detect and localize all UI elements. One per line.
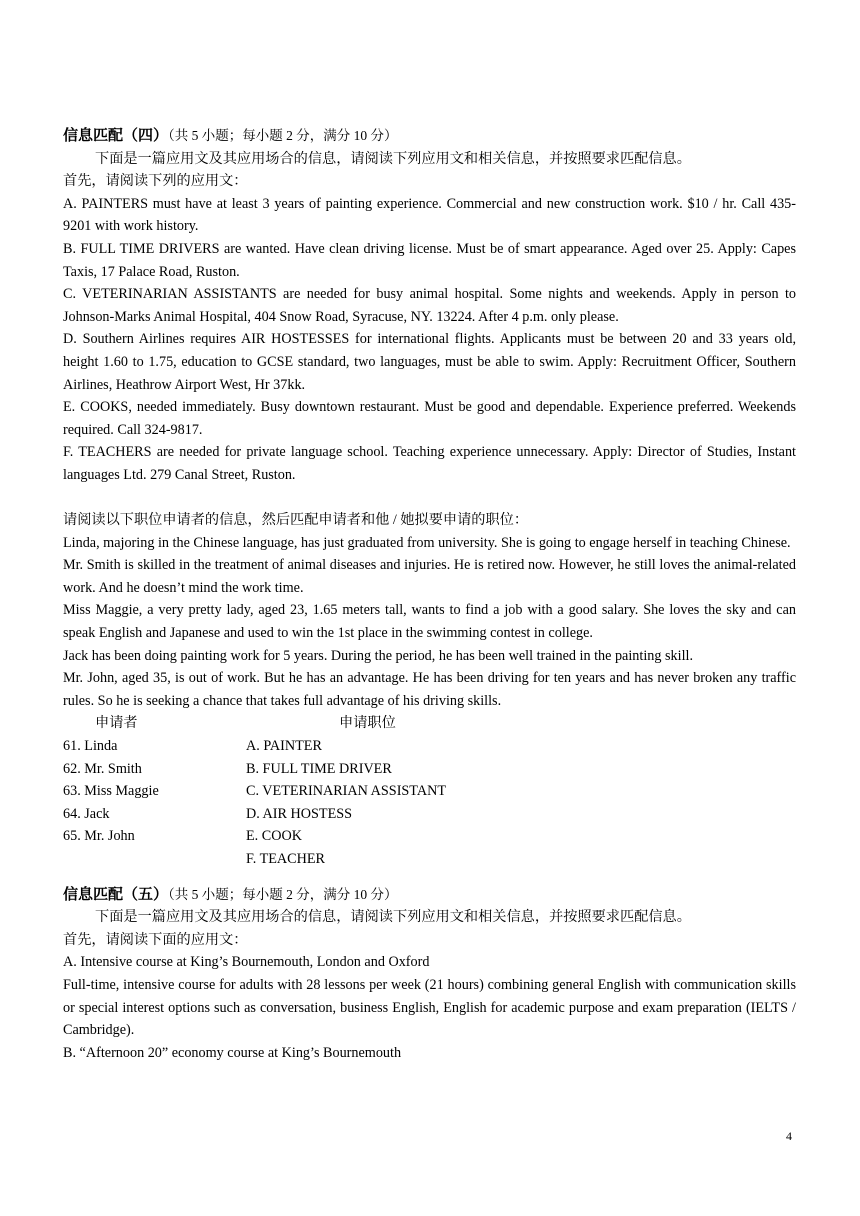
course-b-title: B. “Afternoon 20” economy course at King’s Bournemouth: [63, 1044, 402, 1061]
match-row: [63, 780, 796, 803]
section-4-note: （共 5 小题；每小题 2 分，满分 10 分）: [168, 128, 398, 143]
question-empty: [63, 848, 246, 871]
match-table-header: [63, 712, 796, 735]
section-5-title: 信息匹配（五）: [63, 884, 169, 903]
option-b: B. FULL TIME DRIVER: [246, 760, 392, 777]
applicants-intro: 请阅读以下职位申请者的信息，然后匹配申请者和他 / 她拟要申请的职位：: [63, 512, 529, 529]
applicant-miss-maggie: Miss Maggie, a very pretty lady, aged 23, 1.65 meters tall, wants to find a job with a good salary. She loves the sky and can speak English and Japanese and used to win the 1st place in the swimming contest in college.: [63, 602, 796, 642]
ad-a: A. PAINTERS must have at least 3 years of painting experience. Commercial and new construction work. $10 / hr. Call 435-9201 with work history.: [63, 195, 796, 235]
option-f: F. TEACHER: [246, 851, 326, 867]
match-row: [63, 825, 796, 848]
document-page: [63, 124, 796, 1064]
option-a: A. PAINTER: [246, 738, 322, 755]
spacer: [63, 487, 796, 510]
option-e: E. COOK: [246, 828, 302, 845]
match-row: [63, 803, 796, 826]
question-62: 62. Mr. Smith: [63, 760, 142, 777]
ad-c: C. VETERINARIAN ASSISTANTS are needed for busy animal hospital. Some nights and weekends. Apply in person to Johnson-Marks Animal Hospital, 404 Snow Road, Syracuse, NY. 13224. After 4 p.m. only please.: [63, 286, 796, 325]
page-number: 4: [786, 1129, 792, 1143]
ad-b: B. FULL TIME DRIVERS are wanted. Have clean driving license. Must be of smart appearance. Aged over 25. Apply: Capes Taxis, 17 Palace Road, Ruston.: [63, 240, 796, 280]
section-4-instruction: 下面是一篇应用文及其应用场合的信息，请阅读下列应用文和相关信息，并按照要求匹配信息。: [95, 150, 691, 167]
section-5-read-first: 首先，请阅读下面的应用文：: [63, 931, 248, 948]
option-d: D. AIR HOSTESS: [246, 805, 353, 822]
column-applicant: 申请者: [95, 715, 138, 732]
match-row: [63, 735, 796, 758]
question-61: 61. Linda: [63, 738, 118, 755]
applicant-jack: Jack has been doing painting work for 5 years. During the period, he has been well trained in the painting skill.: [63, 647, 693, 664]
question-63: 63. Miss Maggie: [63, 783, 159, 800]
match-row: [63, 848, 796, 871]
ad-f: F. TEACHERS are needed for private language school. Teaching experience unnecessary. Apply: Director of Studies, Instant languages Ltd. 279 Canal Street, Ruston.: [63, 444, 796, 483]
section-4-heading: [63, 124, 796, 148]
applicant-linda: Linda, majoring in the Chinese language, has just graduated from university. She is going to engage herself in teaching Chinese.: [63, 534, 791, 551]
match-row: [63, 758, 796, 781]
ad-d: D. Southern Airlines requires AIR HOSTESSES for international flights. Applicants must be between 20 and 33 years old, height 1.60 to 1.75, education to GCSE standard, two languages, must be able to swim. Apply: Recruitment Officer, Southern Airlines, Heathrow Airport West, Hr 37kk.: [63, 331, 796, 393]
applicant-mr-john: Mr. John, aged 35, is out of work. But he has an advantage. He has been driving for ten years and has never broken any traffic rules. So he is seeking a chance that takes full advantage of his driving skills.: [63, 670, 796, 709]
course-a-description: Full-time, intensive course for adults with 28 lessons per week (21 hours) combining general English with communication skills or special interest options such as conversation, business English, English for academic purpose and exam preparation (IELTS / Cambridge).: [63, 976, 796, 1039]
option-c: C. VETERINARIAN ASSISTANT: [246, 783, 446, 800]
question-64: 64. Jack: [63, 805, 110, 822]
section-5-heading: [63, 883, 796, 907]
section-5-instruction: 下面是一篇应用文及其应用场合的信息，请阅读下列应用文和相关信息，并按照要求匹配信息。: [95, 909, 691, 926]
column-position: 申请职位: [339, 715, 396, 732]
ad-e: E. COOKS, needed immediately. Busy downtown restaurant. Must be good and dependable. Experience preferred. Weekends required. Call 324-9817.: [63, 399, 796, 438]
question-65: 65. Mr. John: [63, 828, 135, 845]
section-5: [63, 883, 796, 1065]
section-5-note: （共 5 小题；每小题 2 分，满分 10 分）: [168, 886, 398, 902]
section-4-read-first: 首先，请阅读下列的应用文：: [63, 173, 248, 190]
section-4-title: 信息匹配（四）: [63, 126, 169, 144]
course-a-title: A. Intensive course at King’s Bournemouth, London and Oxford: [63, 954, 430, 971]
applicant-mr-smith: Mr. Smith is skilled in the treatment of animal diseases and injuries. He is retired now. However, he still loves the animal-related work. And he doesn’t mind the work time.: [63, 557, 796, 596]
